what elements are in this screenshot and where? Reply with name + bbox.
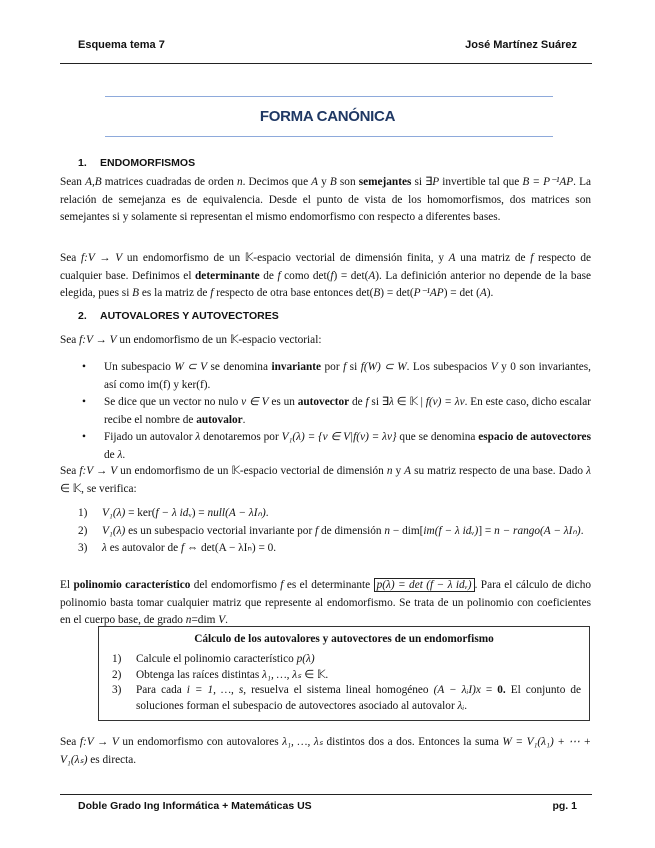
math-expression: n [384, 524, 391, 537]
bold-term: espacio de autovectores [478, 431, 591, 444]
text-run: . [225, 614, 228, 627]
math-expression: f:V → V [79, 334, 117, 346]
math-expression: n [185, 614, 192, 627]
boxed-formula: p(λ) = det (f − λ idᵥ) [374, 578, 475, 592]
text-run: del endomorfismo [190, 579, 281, 591]
text-run: es autovalor de [106, 542, 181, 555]
item-number: 3) [78, 542, 88, 555]
properties-list [78, 505, 591, 558]
math-expression: V₁(λ) [102, 524, 126, 537]
page-title: FORMA CANÓNICA [259, 108, 396, 125]
text-run: ) = det( [380, 287, 414, 300]
paragraph-direct-sum [60, 734, 591, 769]
list-item [112, 668, 581, 684]
math-expression: f [180, 542, 185, 555]
text-run: un endomorfismo de un 𝕂-espacio vectorial: [116, 334, 322, 346]
math-expression: n [236, 176, 243, 188]
math-expression: v ∈ V [241, 396, 269, 409]
text-run: . Para el cálculo de dicho polinomio basta tomar cualquier matriz que represente al endomorfismo. Se trata de un polinomio con coeficientes en el cuerpo base, de grado [60, 579, 591, 627]
text-run: . Los subespacios [406, 361, 491, 373]
bold-term: semejantes [358, 176, 412, 188]
math-expression: A [448, 252, 456, 264]
item-text [102, 542, 276, 554]
paragraph-determinant [60, 250, 591, 303]
text-run: de dimensión [318, 524, 385, 537]
text-run: ] = [478, 524, 495, 537]
text-run: Se dice que un vector no nulo [104, 396, 242, 409]
text-run: si ∃ [368, 396, 389, 409]
math-expression: λ [586, 465, 591, 477]
text-run: . [580, 524, 584, 537]
math-expression: λ [388, 396, 394, 409]
text-run: por [321, 361, 344, 373]
text-run: un endomorfismo de un 𝕂-espacio vectorial de dimensión [117, 465, 387, 477]
math-expression: f(W) ⊂ W [360, 361, 407, 373]
bold-term: 0. [497, 684, 506, 696]
text-run: y 0 son invariantes, así como im(f) y ker(f). [104, 361, 591, 391]
text-run: matrices cuadradas de orden [101, 176, 237, 188]
text-run: se denomina [207, 361, 272, 373]
math-expression: V [218, 614, 226, 627]
list-item [112, 652, 581, 668]
text-run: ∈ 𝕂. [301, 668, 329, 681]
text-run: El conjunto de soluciones forman el subespacio de autovectores asociado al autovalor [136, 684, 582, 712]
math-expression: f − λ id [155, 507, 189, 519]
math-expression: f:V → V [79, 465, 118, 477]
section-number: 2. [78, 310, 87, 322]
footer-rule [60, 794, 592, 795]
text-run: , resuelva el sistema lineal homogéneo [243, 684, 434, 696]
text-run: ). La definición anterior no depende de la base elegida, pues si [60, 269, 592, 300]
text-run: de [259, 269, 278, 282]
math-expression: f [365, 396, 369, 409]
math-expression: f(v) = λv [425, 396, 465, 409]
list-item [112, 683, 581, 714]
text-run: ⇔ det(A − λIₙ) = 0. [184, 542, 277, 555]
text-run: Sea [60, 736, 80, 748]
footer-page-number: pg. 1 [552, 800, 577, 812]
math-expression: f [315, 524, 319, 537]
math-expression: B [329, 176, 337, 188]
item-number: 2) [112, 668, 122, 681]
math-expression: A [311, 176, 319, 188]
text-run: si ∃ [411, 176, 433, 188]
math-expression: V₁(λ) [102, 507, 126, 519]
paragraph-characteristic-polynomial [60, 577, 591, 630]
list-item [78, 540, 591, 558]
math-expression: f [280, 579, 284, 591]
text-run: . [464, 699, 468, 712]
math-expression: B [132, 287, 140, 300]
text-run: El [60, 579, 74, 591]
text-run: Un subespacio [104, 361, 175, 373]
item-number: 1) [112, 653, 122, 665]
text-run: que se denomina [396, 431, 479, 444]
text-run: . En este caso, dicho escalar recibe el nombre de [104, 396, 592, 426]
text-run: ᵥ) = [188, 507, 208, 519]
paragraph-similarity [60, 174, 591, 227]
math-expression: V [490, 361, 498, 373]
math-expression: P⁻¹AP [413, 287, 444, 300]
bold-term: determinante [195, 269, 260, 282]
math-expression: λ₁, …, λₛ [262, 668, 302, 681]
footer-left: Doble Grado Ing Informática + Matemáticas US [78, 800, 312, 812]
text-run: Sean [60, 176, 86, 188]
section-heading [78, 157, 195, 169]
text-run: una matriz de [455, 252, 531, 264]
text-run: son [336, 176, 359, 188]
item-text [102, 525, 584, 537]
item-text [102, 507, 269, 519]
text-run: es un [268, 396, 298, 409]
math-expression: P [432, 176, 440, 188]
math-expression: f [343, 361, 347, 373]
text-run: . Decimos que [242, 176, 312, 188]
math-expression: W ⊂ V [174, 361, 208, 373]
list-item [78, 505, 591, 523]
text-run: un endomorfismo de un 𝕂-espacio vectorial de dimensión finita, y [122, 252, 449, 264]
item-number: 3) [112, 684, 122, 696]
math-expression: f:V → V [81, 252, 123, 264]
math-expression: f [277, 269, 281, 282]
text-run: Sea [60, 334, 80, 346]
paragraph-intro [60, 332, 591, 350]
text-run: su matriz respecto de una base. Dado [411, 465, 587, 477]
text [60, 579, 374, 591]
text-run: invertible tal que [439, 176, 523, 188]
text-run: respecto de cualquier base. Definimos el [60, 252, 592, 282]
math-expression: p(λ) [296, 653, 315, 665]
math-expression: λᵢ [457, 699, 465, 712]
math-expression: λ [117, 448, 123, 461]
text-run: Calcule el polinomio característico [136, 653, 297, 665]
item-number: 2) [78, 524, 88, 537]
text-run: Sea [60, 465, 80, 477]
math-expression: V₁(λ) = {v ∈ V|f(v) = λv} [281, 431, 397, 444]
math-expression: λ [195, 431, 201, 444]
text-run: es directa. [87, 753, 137, 766]
text-run: Para cada [136, 684, 187, 696]
item-text [136, 684, 581, 712]
math-expression: B = P⁻¹AP [522, 176, 574, 188]
text-run: ∈ 𝕂, se verifica: [60, 482, 137, 495]
text-run: = ker( [125, 507, 156, 519]
text-run: Sea [60, 252, 82, 264]
math-expression: A [404, 465, 412, 477]
text-run: de [349, 396, 366, 409]
text-run: . [265, 507, 269, 519]
header-left: Esquema tema 7 [78, 39, 165, 51]
math-expression: A [479, 287, 487, 300]
math-expression: n − rango(A − λIₙ) [494, 524, 581, 537]
text-run: y [318, 176, 330, 188]
section-heading [78, 310, 279, 322]
text-run: . [122, 448, 126, 461]
text-run: ). [486, 287, 494, 300]
math-expression: im(f − λ idᵥ) [423, 524, 479, 537]
math-expression: B [373, 287, 381, 300]
definitions-list [78, 359, 591, 465]
bold-term: autovector [297, 396, 350, 409]
math-expression: null(A − λIₙ) [207, 507, 266, 519]
list-item [78, 359, 591, 394]
header-rule [60, 63, 592, 64]
text-run: es un subespacio vectorial invariante por [125, 524, 316, 537]
text-run: si [346, 361, 361, 373]
header-right: José Martínez Suárez [465, 39, 577, 51]
section-number: 1. [78, 157, 87, 169]
math-expression: A [368, 269, 376, 282]
text-run: =dim [191, 614, 219, 627]
procedure-title: Cálculo de los autovalores y autovectores de un endomorfismo [194, 633, 494, 645]
math-expression: λ₁, …, λₛ [282, 736, 323, 748]
section-title: AUTOVALORES Y AUTOVECTORES [100, 310, 279, 322]
math-expression: A,B [85, 176, 102, 188]
procedure-box [98, 626, 590, 721]
text-run: distintos dos a dos. Entonces la suma [322, 736, 503, 748]
text-run: respecto de otra base entonces det( [213, 287, 374, 300]
paragraph-properties-intro [60, 463, 591, 498]
math-expression: f:V → V [79, 736, 119, 748]
section-title: ENDOMORFISMOS [100, 157, 196, 169]
math-expression: f [210, 287, 214, 300]
list-item [78, 429, 591, 464]
title-rule-top [105, 96, 553, 97]
math-expression: i = 1, …, s [186, 684, 244, 696]
text-run: un endomorfismo con autovalores [118, 736, 283, 748]
math-expression: f [330, 269, 334, 282]
text-run: es el determinante [283, 579, 374, 591]
math-expression: W = V₁(λ₁) + ⋯ + V₁(λₛ) [60, 736, 591, 766]
title-rule-bottom [105, 136, 553, 137]
text-run: Fijado un autovalor [104, 431, 196, 444]
list-item [78, 394, 591, 429]
bold-term: autovalor [196, 413, 243, 426]
text-run: ) = det ( [443, 287, 480, 300]
bold-term: polinomio característico [73, 579, 191, 591]
text-run: Obtenga las raíces distintas [136, 668, 263, 681]
math-expression: λ [102, 542, 107, 555]
math-expression: n [386, 465, 393, 477]
text-run: . [242, 413, 246, 426]
item-text [136, 653, 315, 665]
text-run: − dim[ [390, 524, 424, 537]
list-item [78, 523, 591, 541]
text-run: = [480, 684, 498, 696]
text-run: . La relación de semejanza es de equivalencia. Desde el punto de vista de los homomorfismos, dos matrices son semejantes si y solamente si representan el mismo endomorfismo con respecto a diferentes bases. [60, 176, 591, 224]
text-run: como det( [280, 269, 331, 282]
text-run: de [104, 448, 118, 461]
math-expression: (A − λᵢI)x [433, 684, 481, 696]
item-number: 1) [78, 507, 88, 519]
text-run: y [392, 465, 405, 477]
bold-term: invariante [271, 361, 322, 373]
math-expression: f [530, 252, 534, 264]
text-run: ∈ 𝕂 | [393, 396, 426, 409]
item-text [136, 669, 328, 681]
text-run: denotaremos por [200, 431, 282, 444]
text-run: es la matriz de [139, 287, 211, 300]
text-run: ) = det( [333, 269, 369, 282]
